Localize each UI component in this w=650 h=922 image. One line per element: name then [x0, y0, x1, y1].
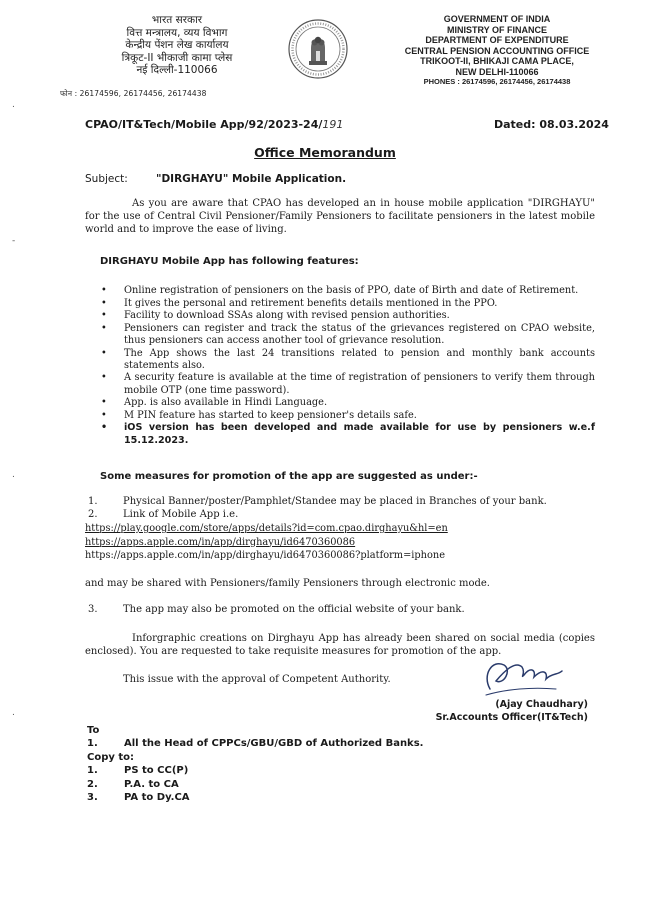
app-store-iphone-link[interactable]: https://apps.apple.com/in/app/dirghayu/id6470360086?platform=iphone	[85, 550, 445, 561]
app-store-link[interactable]: https://apps.apple.com/in/app/dirghayu/id6470360086	[85, 536, 356, 548]
header-english-line: GOVERNMENT OF INDIA	[443, 14, 551, 24]
header-hindi	[60, 14, 282, 98]
copy-to-item	[87, 791, 387, 804]
measure-text: Physical Banner/poster/Pamphlet/Standee may be placed in Branches of your bank.	[123, 496, 547, 507]
copy-to-number: 2.	[87, 778, 98, 790]
measure-text: Link of Mobile App i.e.	[123, 509, 239, 520]
copy-to-number: 1.	[87, 765, 98, 777]
header-hindi-line: केन्द्रीय पेंशन लेख कार्यालय	[125, 39, 229, 51]
header-hindi-line: वित्त मन्त्रालय, व्यय विभाग	[126, 26, 228, 39]
subject-label: Subject:	[85, 173, 128, 185]
features-heading: DIRGHAYU Mobile App has following features:	[100, 256, 359, 267]
copy-to-text: P.A. to CA	[124, 778, 179, 790]
document-date: Dated: 08.03.2024	[494, 118, 609, 131]
to-label: To	[87, 725, 100, 736]
scan-mark: .	[12, 708, 15, 718]
copy-to-text: PS to CC(P)	[124, 765, 189, 777]
measures-list	[85, 495, 595, 521]
features-list	[100, 285, 595, 447]
measures-heading: Some measures for promotion of the app are suggested as under:-	[100, 471, 478, 482]
copy-to-label: Copy to:	[87, 752, 135, 763]
copy-to-item	[87, 764, 387, 777]
measure-3	[85, 603, 595, 616]
measure-number: 2.	[88, 509, 98, 520]
list-item: • Online registration of pensioners on the basis of PPO, date of Birth and date of Retirement.	[100, 285, 595, 297]
addressee-item	[87, 737, 547, 750]
copy-to-number: 3.	[87, 791, 98, 803]
header-english	[372, 14, 622, 88]
header-hindi-phone: फोन : 26174596, 26174456, 26174438	[60, 89, 207, 98]
list-item: • Pensioners can register and track the status of the grievances registered on CPAO website, thus pensioners can access another tool of grievance resolution.	[100, 323, 595, 347]
header-english-line: NEW DELHI-110066	[455, 66, 539, 77]
document-title: Office Memorandum	[254, 145, 396, 160]
header-english-line: MINISTRY OF FINANCE	[446, 24, 547, 35]
scan-mark: .	[12, 100, 15, 110]
list-item: • It gives the personal and retirement benefits details mentioned in the PPO.	[100, 298, 595, 310]
measure-item	[85, 603, 595, 616]
header-english-line: CENTRAL PENSION ACCOUNTING OFFICE	[404, 45, 590, 56]
list-item: • The App shows the last 24 transitions related to pension and monthly bank accounts statements also.	[100, 348, 595, 372]
list-item: • App. is also available in Hindi Language.	[100, 397, 595, 409]
measure-item	[85, 495, 595, 508]
header-english-phone: PHONES : 26174596, 26174456, 26174438	[423, 77, 571, 86]
signatory-name: (Ajay Chaudhary)	[495, 699, 588, 710]
subject-line	[85, 173, 346, 185]
measure-number: 1.	[88, 496, 98, 507]
handwritten-number: 191	[322, 118, 344, 131]
list-item-highlight: • iOS version has been developed and made available for use by pensioners w.e.f 15.12.2023.	[100, 422, 595, 446]
header-hindi-line: भारत सरकार	[151, 14, 203, 26]
header-english-line: TRIKOOT-II, BHIKAJI CAMA PLACE,	[420, 56, 574, 66]
app-links	[85, 522, 605, 563]
addressee-block	[87, 724, 547, 750]
list-item: • Facility to download SSAs along with revised pension authorities.	[100, 310, 595, 322]
measure-number: 3.	[88, 604, 98, 615]
reference-number-text: CPAO/IT&Tech/Mobile App/92/2023-24/	[85, 118, 323, 131]
copy-to-item	[87, 778, 387, 791]
links-note: and may be shared with Pensioners/family Pensioners through electronic mode.	[85, 578, 490, 589]
play-store-link[interactable]: https://play.google.com/store/apps/details?id=com.cpao.dirghayu&hl=en	[85, 523, 448, 534]
reference-number	[85, 118, 343, 131]
list-item: • M PIN feature has started to keep pensioner's details safe.	[100, 410, 595, 422]
national-emblem-icon	[287, 18, 349, 80]
signatory-block	[428, 698, 588, 724]
addressee-text: All the Head of CPPCs/GBU/GBD of Authorized Banks.	[124, 738, 424, 749]
signature-icon	[476, 645, 566, 699]
measure-item	[85, 508, 595, 521]
copy-to-block	[87, 751, 387, 804]
copy-to-text: PA to Dy.CA	[124, 791, 190, 803]
scan-mark: -	[12, 236, 16, 246]
subject-value: "DIRGHAYU" Mobile Application.	[156, 173, 347, 185]
scan-mark: .	[12, 470, 15, 480]
measure-text: The app may also be promoted on the official website of your bank.	[123, 604, 465, 615]
list-item: • A security feature is available at the time of registration of pensioners to verify them through mobile OTP (one time password).	[100, 372, 595, 396]
signatory-designation: Sr.Accounts Officer(IT&Tech)	[435, 712, 588, 723]
header-hindi-line: त्रिकूट-II भीकाजी कामा प्लेस	[121, 51, 233, 64]
approval-line: This issue with the approval of Competent Authority.	[123, 674, 391, 685]
header-hindi-line: नई दिल्ली-110066	[136, 64, 218, 76]
addressee-number: 1.	[87, 738, 98, 749]
header-english-line: DEPARTMENT OF EXPENDITURE	[425, 35, 569, 45]
intro-paragraph: As you are aware that CPAO has developed an in house mobile application "DIRGHAYU" for the use of Central Civil Pensioner/Family Pensioners to facilitate pensioners in the latest mobile world and to improve the ease of living.	[85, 198, 595, 235]
infographic-paragraph: Inforgraphic creations on Dirghayu App has already been shared on social media (copies enclosed). You are requested to take requisite measures for promotion of the app.	[85, 633, 595, 657]
